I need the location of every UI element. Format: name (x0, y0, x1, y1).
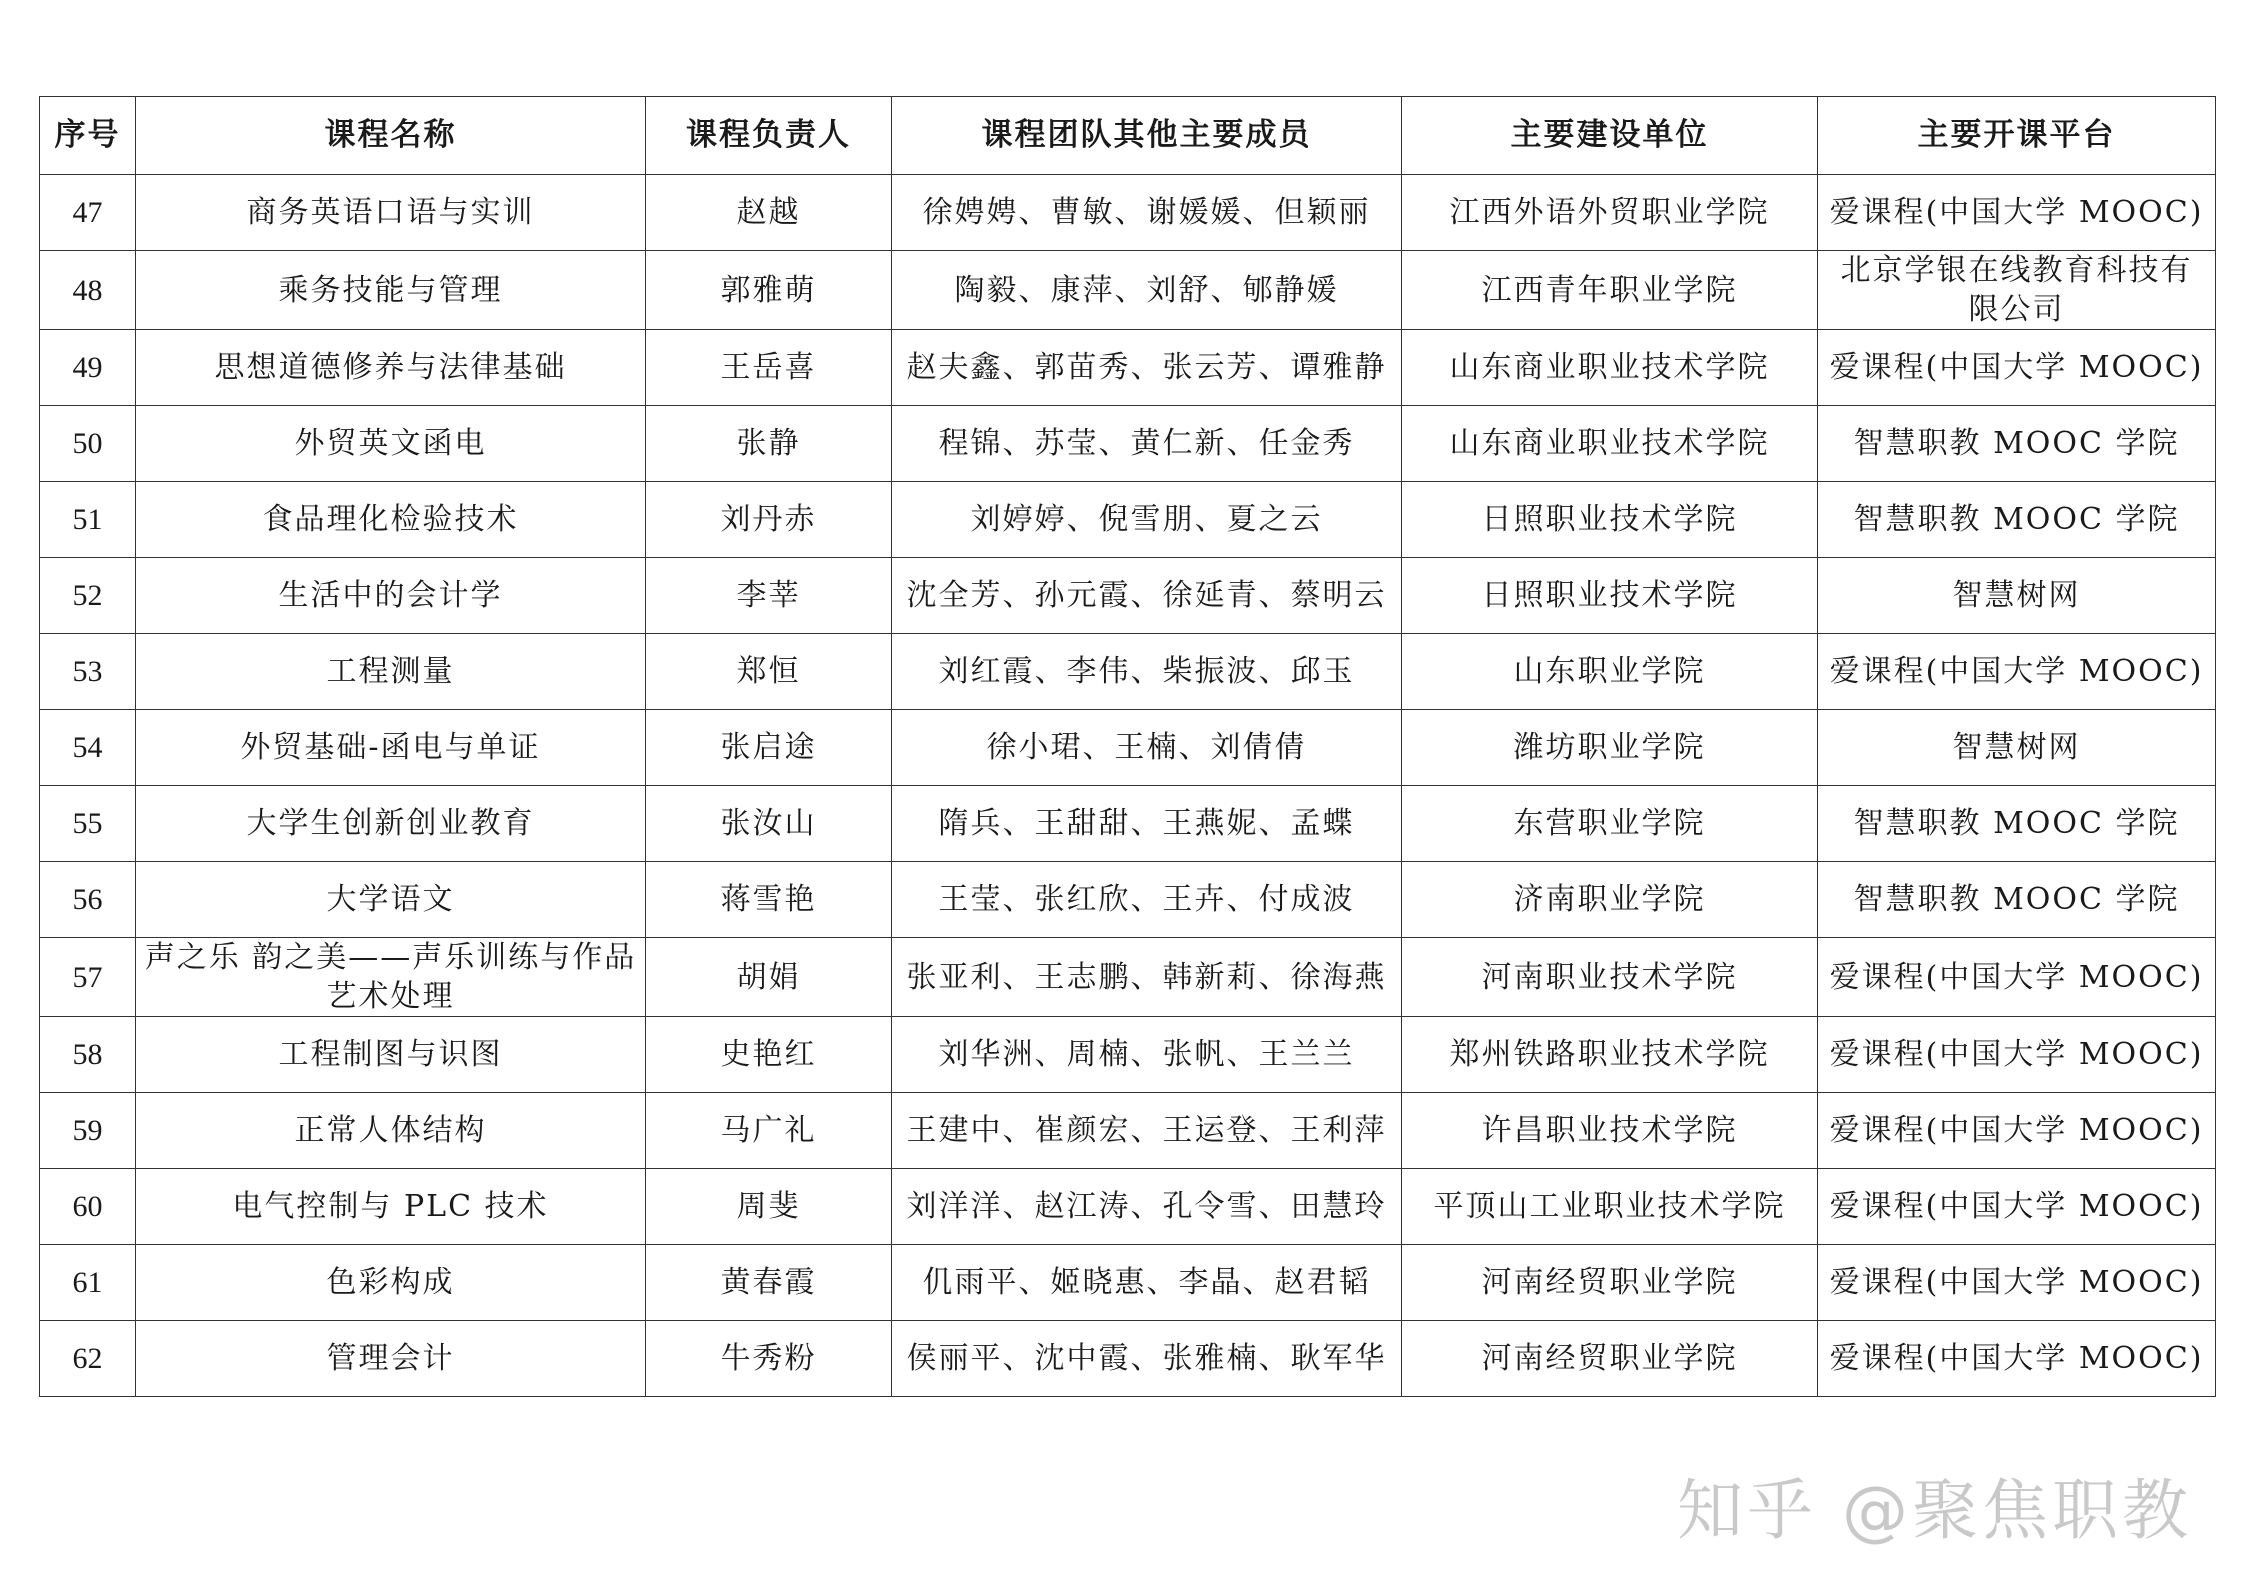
institution-cell: 河南经贸职业学院 (1402, 1321, 1818, 1397)
platform-cell: 智慧职教 MOOC 学院 (1818, 406, 2216, 482)
team-members-cell: 王建中、崔颜宏、王运登、王利萍 (892, 1093, 1402, 1169)
course-lead-cell: 黄春霞 (646, 1245, 892, 1321)
course-lead-cell: 王岳喜 (646, 330, 892, 406)
institution-cell: 平顶山工业职业技术学院 (1402, 1169, 1818, 1245)
institution-cell: 山东商业职业技术学院 (1402, 406, 1818, 482)
platform-cell: 爱课程(中国大学 MOOC) (1818, 634, 2216, 710)
course-lead-cell: 牛秀粉 (646, 1321, 892, 1397)
course-name-cell: 食品理化检验技术 (136, 482, 646, 558)
platform-cell: 北京学银在线教育科技有限公司 (1818, 251, 2216, 330)
course-name-cell: 商务英语口语与实训 (136, 175, 646, 251)
course-lead-cell: 李莘 (646, 558, 892, 634)
platform-cell: 爱课程(中国大学 MOOC) (1818, 1245, 2216, 1321)
team-members-cell: 刘红霞、李伟、柴振波、邱玉 (892, 634, 1402, 710)
seq-cell: 57 (40, 938, 136, 1017)
watermark: 知乎 @聚焦职教 (1677, 1472, 2192, 1549)
platform-cell: 智慧职教 MOOC 学院 (1818, 786, 2216, 862)
course-name-cell: 正常人体结构 (136, 1093, 646, 1169)
table-row (40, 1169, 2216, 1245)
seq-cell: 60 (40, 1169, 136, 1245)
course-name-cell: 电气控制与 PLC 技术 (136, 1169, 646, 1245)
institution-cell: 山东职业学院 (1402, 634, 1818, 710)
team-members-cell: 赵夫鑫、郭苗秀、张云芳、谭雅静 (892, 330, 1402, 406)
course-name-cell: 声之乐 韵之美——声乐训练与作品艺术处理 (136, 938, 646, 1017)
platform-cell: 爱课程(中国大学 MOOC) (1818, 330, 2216, 406)
platform-cell: 爱课程(中国大学 MOOC) (1818, 1093, 2216, 1169)
table-row (40, 251, 2216, 330)
table-row (40, 634, 2216, 710)
header-team-members: 课程团队其他主要成员 (892, 97, 1402, 175)
seq-cell: 62 (40, 1321, 136, 1397)
institution-cell: 郑州铁路职业技术学院 (1402, 1017, 1818, 1093)
seq-cell: 52 (40, 558, 136, 634)
table-row (40, 1321, 2216, 1397)
header-seq: 序号 (40, 97, 136, 175)
course-table (39, 96, 2216, 1397)
course-name-cell: 生活中的会计学 (136, 558, 646, 634)
seq-cell: 56 (40, 862, 136, 938)
team-members-cell: 刘洋洋、赵江涛、孔令雪、田慧玲 (892, 1169, 1402, 1245)
team-members-cell: 仉雨平、姬晓惠、李晶、赵君韬 (892, 1245, 1402, 1321)
institution-cell: 山东商业职业技术学院 (1402, 330, 1818, 406)
team-members-cell: 刘婷婷、倪雪朋、夏之云 (892, 482, 1402, 558)
seq-cell: 53 (40, 634, 136, 710)
seq-cell: 48 (40, 251, 136, 330)
course-name-cell: 外贸英文函电 (136, 406, 646, 482)
course-lead-cell: 马广礼 (646, 1093, 892, 1169)
institution-cell: 河南职业技术学院 (1402, 938, 1818, 1017)
course-lead-cell: 张汝山 (646, 786, 892, 862)
seq-cell: 61 (40, 1245, 136, 1321)
header-course-lead: 课程负责人 (646, 97, 892, 175)
course-name-cell: 大学语文 (136, 862, 646, 938)
table-row (40, 710, 2216, 786)
table-row (40, 786, 2216, 862)
table-row (40, 406, 2216, 482)
course-name-cell: 大学生创新创业教育 (136, 786, 646, 862)
header-platform: 主要开课平台 (1818, 97, 2216, 175)
team-members-cell: 程锦、苏莹、黄仁新、任金秀 (892, 406, 1402, 482)
institution-cell: 许昌职业技术学院 (1402, 1093, 1818, 1169)
seq-cell: 50 (40, 406, 136, 482)
course-lead-cell: 周斐 (646, 1169, 892, 1245)
course-lead-cell: 张静 (646, 406, 892, 482)
team-members-cell: 刘华洲、周楠、张帆、王兰兰 (892, 1017, 1402, 1093)
seq-cell: 55 (40, 786, 136, 862)
course-lead-cell: 蒋雪艳 (646, 862, 892, 938)
institution-cell: 日照职业技术学院 (1402, 482, 1818, 558)
institution-cell: 济南职业学院 (1402, 862, 1818, 938)
course-name-cell: 思想道德修养与法律基础 (136, 330, 646, 406)
course-name-cell: 工程测量 (136, 634, 646, 710)
team-members-cell: 陶毅、康萍、刘舒、郇静媛 (892, 251, 1402, 330)
course-name-cell: 工程制图与识图 (136, 1017, 646, 1093)
team-members-cell: 沈全芳、孙元霞、徐延青、蔡明云 (892, 558, 1402, 634)
institution-cell: 东营职业学院 (1402, 786, 1818, 862)
course-lead-cell: 史艳红 (646, 1017, 892, 1093)
platform-cell: 爱课程(中国大学 MOOC) (1818, 1169, 2216, 1245)
table-row (40, 862, 2216, 938)
header-institution: 主要建设单位 (1402, 97, 1818, 175)
seq-cell: 54 (40, 710, 136, 786)
institution-cell: 河南经贸职业学院 (1402, 1245, 1818, 1321)
course-lead-cell: 刘丹赤 (646, 482, 892, 558)
team-members-cell: 张亚利、王志鹏、韩新莉、徐海燕 (892, 938, 1402, 1017)
course-lead-cell: 赵越 (646, 175, 892, 251)
course-lead-cell: 郑恒 (646, 634, 892, 710)
seq-cell: 49 (40, 330, 136, 406)
seq-cell: 59 (40, 1093, 136, 1169)
seq-cell: 58 (40, 1017, 136, 1093)
course-lead-cell: 郭雅萌 (646, 251, 892, 330)
table-row (40, 330, 2216, 406)
seq-cell: 47 (40, 175, 136, 251)
institution-cell: 日照职业技术学院 (1402, 558, 1818, 634)
seq-cell: 51 (40, 482, 136, 558)
team-members-cell: 徐娉娉、曹敏、谢媛媛、但颖丽 (892, 175, 1402, 251)
table-row (40, 482, 2216, 558)
table-row (40, 558, 2216, 634)
team-members-cell: 侯丽平、沈中霞、张雅楠、耿军华 (892, 1321, 1402, 1397)
platform-cell: 爱课程(中国大学 MOOC) (1818, 1321, 2216, 1397)
course-name-cell: 乘务技能与管理 (136, 251, 646, 330)
table-row (40, 938, 2216, 1017)
institution-cell: 江西外语外贸职业学院 (1402, 175, 1818, 251)
table-body (40, 175, 2216, 1397)
course-name-cell: 管理会计 (136, 1321, 646, 1397)
platform-cell: 爱课程(中国大学 MOOC) (1818, 175, 2216, 251)
table-row (40, 175, 2216, 251)
platform-cell: 智慧职教 MOOC 学院 (1818, 482, 2216, 558)
table-row (40, 1093, 2216, 1169)
platform-cell: 智慧树网 (1818, 558, 2216, 634)
platform-cell: 爱课程(中国大学 MOOC) (1818, 1017, 2216, 1093)
platform-cell: 智慧树网 (1818, 710, 2216, 786)
table-row (40, 1245, 2216, 1321)
team-members-cell: 徐小珺、王楠、刘倩倩 (892, 710, 1402, 786)
team-members-cell: 隋兵、王甜甜、王燕妮、孟蝶 (892, 786, 1402, 862)
table-header-row (40, 97, 2216, 175)
team-members-cell: 王莹、张红欣、王卉、付成波 (892, 862, 1402, 938)
institution-cell: 江西青年职业学院 (1402, 251, 1818, 330)
table-row (40, 1017, 2216, 1093)
header-course-name: 课程名称 (136, 97, 646, 175)
course-name-cell: 色彩构成 (136, 1245, 646, 1321)
course-lead-cell: 张启途 (646, 710, 892, 786)
platform-cell: 爱课程(中国大学 MOOC) (1818, 938, 2216, 1017)
institution-cell: 潍坊职业学院 (1402, 710, 1818, 786)
course-name-cell: 外贸基础-函电与单证 (136, 710, 646, 786)
platform-cell: 智慧职教 MOOC 学院 (1818, 862, 2216, 938)
course-lead-cell: 胡娟 (646, 938, 892, 1017)
